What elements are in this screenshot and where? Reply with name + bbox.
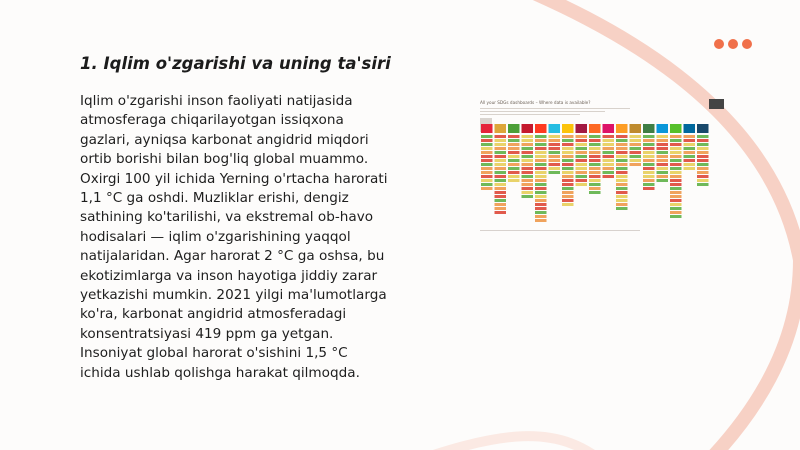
status-cell	[670, 143, 682, 146]
sdg-icon	[630, 124, 642, 133]
status-cell	[657, 167, 669, 170]
status-cell	[522, 195, 534, 198]
slide-title: 1. Iqlim o'zgarishi va uning ta'siri	[80, 54, 391, 73]
status-cell	[643, 135, 655, 138]
status-cell	[535, 195, 547, 198]
status-cell	[603, 171, 615, 174]
status-cell	[603, 167, 615, 170]
status-cell	[684, 143, 696, 146]
status-cell	[616, 151, 628, 154]
status-cell	[670, 163, 682, 166]
status-cell	[535, 159, 547, 162]
status-cell	[576, 139, 588, 142]
status-cell	[549, 151, 561, 154]
status-cell	[495, 191, 507, 194]
status-cell	[630, 139, 642, 142]
status-cell	[697, 183, 709, 186]
paragraph-line: Iqlim o'zgarishi inson faoliyati natijasida	[80, 93, 353, 109]
status-cell	[697, 151, 709, 154]
status-cell	[508, 135, 520, 138]
sdg-icon	[481, 124, 493, 133]
status-cell	[616, 175, 628, 178]
status-cell	[589, 159, 601, 162]
paragraph-line: ichida ushlab qolishga harakat qilmoqda.	[80, 364, 360, 381]
status-cell	[508, 155, 520, 158]
status-cell	[616, 159, 628, 162]
status-cell	[535, 155, 547, 158]
status-cell	[616, 147, 628, 150]
status-cell	[576, 143, 588, 146]
status-cell	[589, 179, 601, 182]
sdg-icon	[643, 124, 655, 133]
status-cell	[684, 167, 696, 170]
sdg-icon	[616, 124, 628, 133]
status-cell	[481, 163, 493, 166]
status-cell	[522, 191, 534, 194]
paragraph-line: sathining ko'tarilishi, va ekstremal ob-havo	[80, 209, 374, 226]
status-cell	[670, 167, 682, 170]
slide-paragraph	[80, 92, 425, 383]
status-cell	[616, 167, 628, 170]
status-cell	[589, 155, 601, 158]
status-cell	[697, 139, 709, 142]
status-cell	[684, 151, 696, 154]
status-cell	[670, 195, 682, 198]
status-cell	[535, 215, 547, 218]
status-cell	[549, 135, 561, 138]
status-cell	[616, 199, 628, 202]
status-cell	[522, 151, 534, 154]
status-cell	[535, 139, 547, 142]
status-cell	[495, 211, 507, 214]
status-cell	[495, 139, 507, 142]
status-cell	[562, 155, 574, 158]
status-cell	[495, 151, 507, 154]
status-cell	[535, 175, 547, 178]
status-cell	[495, 183, 507, 186]
figure-graphic	[476, 96, 728, 236]
status-cell	[562, 191, 574, 194]
status-cell	[481, 179, 493, 182]
status-cell	[522, 179, 534, 182]
status-cell	[603, 147, 615, 150]
status-cell	[657, 155, 669, 158]
status-cell	[670, 211, 682, 214]
status-cell	[481, 167, 493, 170]
status-cell	[670, 187, 682, 190]
status-cell	[481, 143, 493, 146]
status-cell	[697, 175, 709, 178]
status-cell	[562, 167, 574, 170]
status-cell	[670, 139, 682, 142]
status-cell	[481, 159, 493, 162]
sdg-icon	[670, 124, 682, 133]
paragraph-line: konsentratsiyasi 419 ppm ga yetgan.	[80, 325, 334, 342]
figure-bottom-rule	[480, 230, 640, 231]
status-cell	[589, 175, 601, 178]
status-cell	[535, 167, 547, 170]
status-cell	[576, 179, 588, 182]
status-cell	[522, 175, 534, 178]
menu-dots	[714, 39, 752, 49]
caption-subline	[480, 108, 630, 109]
dot-1	[714, 39, 724, 49]
status-cell	[535, 187, 547, 190]
status-cell	[576, 135, 588, 138]
status-cell	[670, 183, 682, 186]
status-cell	[657, 159, 669, 162]
status-cell	[643, 183, 655, 186]
status-cell	[589, 151, 601, 154]
status-cell	[522, 159, 534, 162]
status-cell	[522, 167, 534, 170]
paragraph-line: yetkazishi mumkin. 2021 yilgi ma'lumotlarga	[80, 287, 387, 304]
status-cell	[603, 175, 615, 178]
status-cell	[495, 179, 507, 182]
status-cell	[562, 139, 574, 142]
status-cell	[589, 191, 601, 194]
status-cell	[684, 147, 696, 150]
sdg-icon	[576, 124, 588, 133]
status-cell	[670, 151, 682, 154]
status-cell	[589, 135, 601, 138]
status-cell	[481, 187, 493, 190]
status-cell	[603, 143, 615, 146]
status-cell	[535, 163, 547, 166]
status-cell	[616, 171, 628, 174]
status-cell	[495, 147, 507, 150]
status-cell	[481, 183, 493, 186]
status-cell	[535, 203, 547, 206]
status-cell	[535, 219, 547, 222]
status-cell	[576, 167, 588, 170]
status-cell	[697, 171, 709, 174]
status-cell	[535, 207, 547, 210]
status-cell	[670, 179, 682, 182]
status-cell	[495, 163, 507, 166]
status-cell	[495, 207, 507, 210]
status-cell	[481, 155, 493, 158]
caption-subline	[480, 114, 580, 115]
status-cell	[657, 135, 669, 138]
status-cell	[643, 179, 655, 182]
status-cell	[562, 179, 574, 182]
paragraph-line: hodisalari — iqlim o'zgarishining yaqqol	[80, 228, 351, 245]
status-cell	[643, 175, 655, 178]
status-cell	[495, 175, 507, 178]
status-cell	[562, 175, 574, 178]
status-cell	[522, 135, 534, 138]
sdg-icon	[508, 124, 520, 133]
status-cell	[670, 135, 682, 138]
status-cell	[562, 183, 574, 186]
status-cell	[589, 139, 601, 142]
status-cell	[508, 163, 520, 166]
status-cell	[630, 163, 642, 166]
sdg-icon	[589, 124, 601, 133]
sdg-icon	[603, 124, 615, 133]
status-cell	[589, 163, 601, 166]
status-cell	[562, 171, 574, 174]
status-cell	[670, 171, 682, 174]
status-cell	[562, 135, 574, 138]
status-cell	[508, 159, 520, 162]
status-cell	[589, 147, 601, 150]
status-cell	[643, 147, 655, 150]
status-cell	[630, 151, 642, 154]
figure-caption: All your SDGs dashboards – Where data is available?	[480, 100, 591, 105]
status-cell	[657, 163, 669, 166]
status-cell	[589, 143, 601, 146]
status-cell	[508, 139, 520, 142]
status-cell	[576, 159, 588, 162]
status-cell	[481, 135, 493, 138]
status-cell	[522, 143, 534, 146]
dot-3	[742, 39, 752, 49]
status-cell	[508, 179, 520, 182]
status-cell	[495, 199, 507, 202]
status-cell	[603, 155, 615, 158]
status-cell	[589, 187, 601, 190]
status-cell	[643, 155, 655, 158]
status-cell	[684, 163, 696, 166]
status-cell	[535, 179, 547, 182]
status-cell	[603, 135, 615, 138]
status-cell	[616, 139, 628, 142]
status-cell	[522, 155, 534, 158]
sdg-icon	[657, 124, 669, 133]
status-cell	[576, 171, 588, 174]
status-cell	[508, 147, 520, 150]
status-cell	[495, 159, 507, 162]
status-cell	[684, 155, 696, 158]
status-cell	[549, 147, 561, 150]
status-cell	[616, 155, 628, 158]
paragraph-line: ortib borishi bilan bog'liq global muammo.	[80, 151, 369, 168]
status-cell	[616, 207, 628, 210]
status-cell	[535, 143, 547, 146]
status-cell	[508, 151, 520, 154]
status-cell	[481, 175, 493, 178]
status-cell	[576, 175, 588, 178]
paragraph-line: atmosferaga chiqarilayotgan issiqxona	[80, 112, 344, 129]
status-cell	[643, 151, 655, 154]
paragraph-line: ko'ra, karbonat angidrid atmosferadagi	[80, 306, 347, 323]
status-cell	[670, 191, 682, 194]
status-cell	[589, 167, 601, 170]
status-cell	[684, 159, 696, 162]
status-cell	[657, 171, 669, 174]
status-cell	[562, 159, 574, 162]
status-cell	[535, 135, 547, 138]
status-cell	[657, 151, 669, 154]
status-cell	[576, 155, 588, 158]
status-cell	[616, 163, 628, 166]
status-cell	[495, 135, 507, 138]
status-cell	[535, 211, 547, 214]
status-cell	[562, 187, 574, 190]
paragraph-line: Insoniyat global harorat o'sishini 1,5 °C	[80, 345, 348, 362]
status-cell	[562, 147, 574, 150]
status-cell	[670, 207, 682, 210]
status-cell	[670, 159, 682, 162]
status-cell	[562, 151, 574, 154]
status-cell	[522, 147, 534, 150]
status-cell	[508, 175, 520, 178]
status-cell	[549, 155, 561, 158]
status-cell	[481, 139, 493, 142]
status-cell	[508, 171, 520, 174]
status-cell	[643, 167, 655, 170]
status-cell	[643, 139, 655, 142]
status-cell	[603, 163, 615, 166]
sdg-dashboard-figure	[476, 96, 728, 236]
status-cell	[616, 187, 628, 190]
status-cell	[657, 179, 669, 182]
status-cell	[697, 135, 709, 138]
status-cell	[576, 183, 588, 186]
status-cell	[495, 195, 507, 198]
status-cell	[643, 163, 655, 166]
status-cell	[603, 139, 615, 142]
status-cell	[576, 147, 588, 150]
status-cell	[697, 167, 709, 170]
status-cell	[549, 159, 561, 162]
status-cell	[670, 203, 682, 206]
status-cell	[549, 163, 561, 166]
status-cell	[643, 159, 655, 162]
status-cell	[670, 147, 682, 150]
paragraph-line: gazlari, ayniqsa karbonat angidrid miqdori	[80, 131, 369, 148]
status-cell	[522, 163, 534, 166]
status-cell	[495, 187, 507, 190]
sdg-icon	[549, 124, 561, 133]
status-cell	[522, 171, 534, 174]
status-cell	[522, 139, 534, 142]
status-cell	[495, 171, 507, 174]
status-cell	[616, 191, 628, 194]
sdg-icon	[535, 124, 547, 133]
status-cell	[549, 171, 561, 174]
status-cell	[670, 215, 682, 218]
status-cell	[697, 143, 709, 146]
sdg-icon	[684, 124, 696, 133]
status-cell	[495, 203, 507, 206]
status-cell	[603, 159, 615, 162]
status-cell	[616, 195, 628, 198]
status-cell	[562, 203, 574, 206]
sdg-icon	[562, 124, 574, 133]
status-cell	[576, 163, 588, 166]
status-cell	[697, 155, 709, 158]
status-cell	[549, 143, 561, 146]
status-cell	[630, 155, 642, 158]
status-cell	[670, 155, 682, 158]
status-cell	[535, 199, 547, 202]
status-cell	[562, 143, 574, 146]
status-cell	[535, 183, 547, 186]
status-cell	[481, 151, 493, 154]
status-cell	[535, 191, 547, 194]
status-cell	[576, 151, 588, 154]
paragraph-line: natijalaridan. Agar harorat 2 °C ga oshsa, bu	[80, 248, 385, 265]
status-cell	[616, 179, 628, 182]
status-cell	[508, 167, 520, 170]
status-cell	[589, 183, 601, 186]
sdg-icon	[522, 124, 534, 133]
status-cell	[495, 155, 507, 158]
status-cell	[643, 187, 655, 190]
status-cell	[684, 139, 696, 142]
status-cell	[697, 179, 709, 182]
dot-2	[728, 39, 738, 49]
status-cell	[589, 171, 601, 174]
status-cell	[481, 171, 493, 174]
status-cell	[684, 135, 696, 138]
caption-subline	[480, 111, 605, 112]
status-cell	[481, 147, 493, 150]
status-cell	[495, 143, 507, 146]
status-cell	[630, 159, 642, 162]
status-cell	[697, 147, 709, 150]
status-cell	[657, 175, 669, 178]
status-cell	[616, 143, 628, 146]
sdg-icon	[495, 124, 507, 133]
status-cell	[522, 183, 534, 186]
paragraph-line: ekotizimlarga va inson hayotiga jiddiy zarar	[80, 267, 378, 284]
status-cell	[616, 183, 628, 186]
status-cell	[562, 199, 574, 202]
paragraph-line: 1,1 °C ga oshdi. Muzliklar erishi, dengiz	[80, 190, 349, 207]
status-cell	[657, 139, 669, 142]
sdg-icon	[697, 124, 709, 133]
status-cell	[697, 159, 709, 162]
status-cell	[670, 199, 682, 202]
status-cell	[535, 151, 547, 154]
status-cell	[697, 163, 709, 166]
status-cell	[630, 143, 642, 146]
status-cell	[562, 195, 574, 198]
status-cell	[630, 147, 642, 150]
status-cell	[643, 171, 655, 174]
status-cell	[616, 135, 628, 138]
status-cell	[657, 147, 669, 150]
status-cell	[603, 151, 615, 154]
status-cell	[562, 163, 574, 166]
status-cell	[535, 147, 547, 150]
status-cell	[670, 175, 682, 178]
status-cell	[657, 143, 669, 146]
status-cell	[630, 135, 642, 138]
status-cell	[508, 143, 520, 146]
status-cell	[495, 167, 507, 170]
status-cell	[535, 171, 547, 174]
status-cell	[549, 139, 561, 142]
status-cell	[549, 167, 561, 170]
status-cell	[522, 187, 534, 190]
status-cell	[616, 203, 628, 206]
paragraph-line: Oxirgi 100 yil ichida Yerning o'rtacha harorati	[80, 170, 388, 187]
status-cell	[643, 143, 655, 146]
